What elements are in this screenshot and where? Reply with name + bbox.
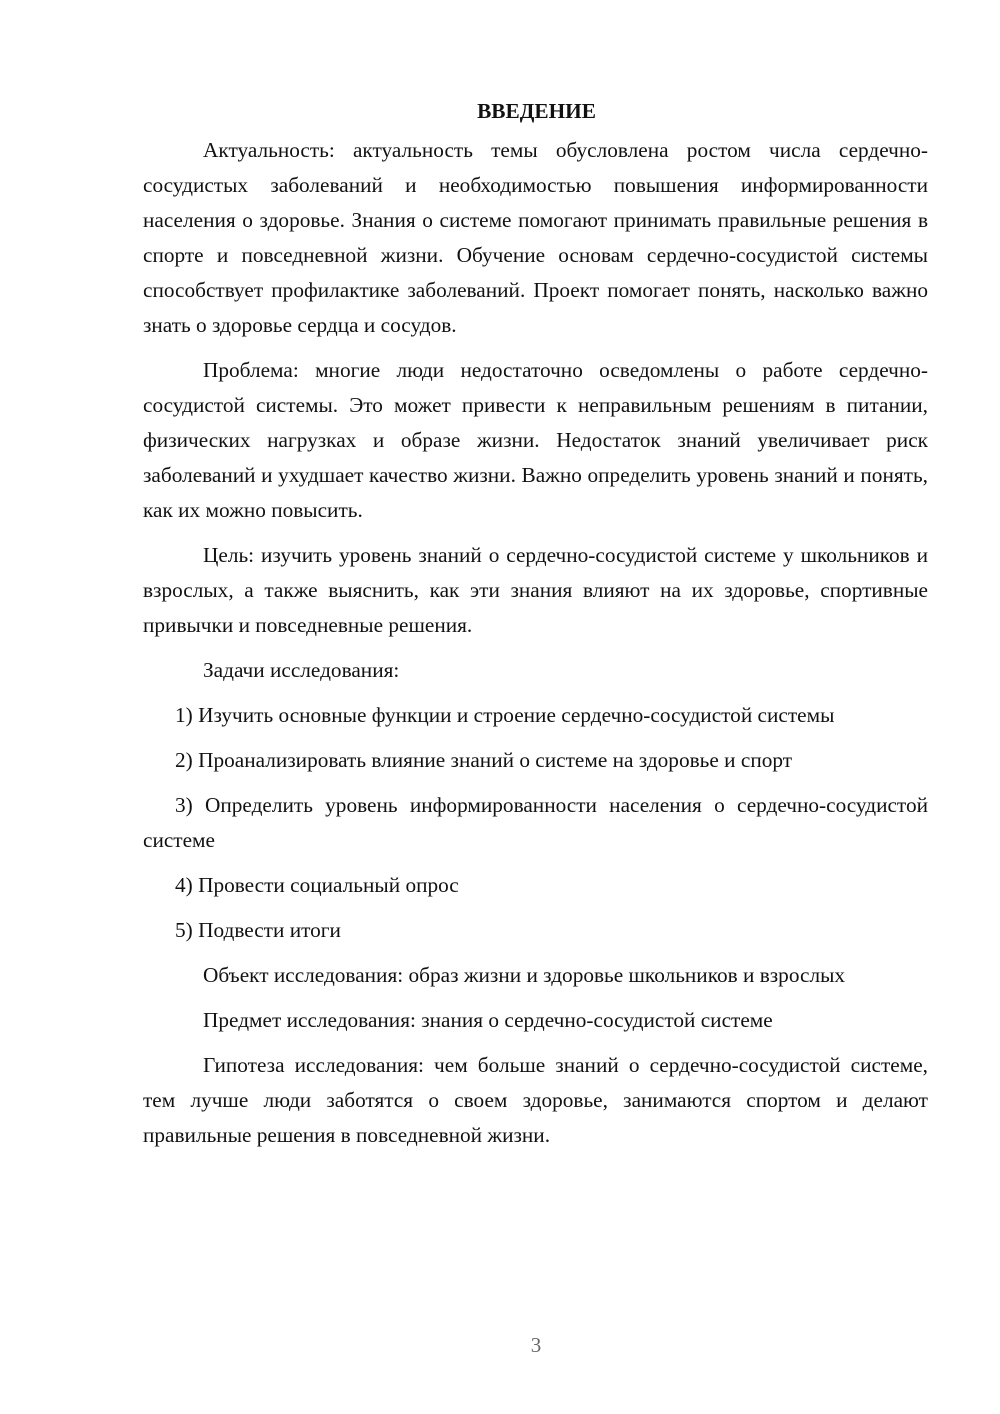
tasks-title: Задачи исследования: (203, 658, 400, 682)
task-item-4: 4) Провести социальный опрос (175, 873, 459, 897)
paragraph-object: Объект исследования: образ жизни и здоровье школьников и взрослых (203, 963, 846, 987)
paragraph-problem: Проблема: многие люди недостаточно осведомлены о работе сердечно-сосудистой системы. Это может привести к неправильным решениям в питании, физических нагрузках и образе жизни. Недостаток знаний увеличивает риск заболеваний и ухудшает качество жизни. Важно определить уровень знаний и понять, как их можно повысить. (143, 358, 928, 522)
page-title: ВВЕДЕНИЕ (477, 99, 596, 123)
task-item-5: 5) Подвести итоги (175, 918, 341, 942)
task-item-3: 3) Определить уровень информированности населения о сердечно-сосудистой системе (143, 793, 928, 852)
paragraph-subject: Предмет исследования: знания о сердечно-сосудистой системе (203, 1008, 773, 1032)
task-item-2: 2) Проанализировать влияние знаний о системе на здоровье и спорт (175, 748, 793, 772)
paragraph-hypothesis: Гипотеза исследования: чем больше знаний о сердечно-сосудистой системе, тем лучше люди заботятся о своем здоровье, занимаются спортом и делают правильные решения в повседневной жизни. (143, 1053, 928, 1147)
page-number: 3 (530, 1333, 542, 1357)
paragraph-relevance: Актуальность: актуальность темы обусловлена ростом числа сердечно-сосудистых заболеваний и необходимостью повышения информированности населения о здоровье. Знания о системе помогают принимать правильные решения в спорте и повседневной жизни. Обучение основам сердечно-сосудистой системы способствует профилактике заболеваний. Проект помогает понять, насколько важно знать о здоровье сердца и сосудов. (143, 138, 928, 337)
task-item-1: 1) Изучить основные функции и строение сердечно-сосудистой системы (175, 703, 835, 727)
document-body (143, 96, 928, 1153)
paragraph-goal: Цель: изучить уровень знаний о сердечно-сосудистой системе у школьников и взрослых, а также выяснить, как эти знания влияют на их здоровье, спортивные привычки и повседневные решения. (143, 543, 928, 637)
